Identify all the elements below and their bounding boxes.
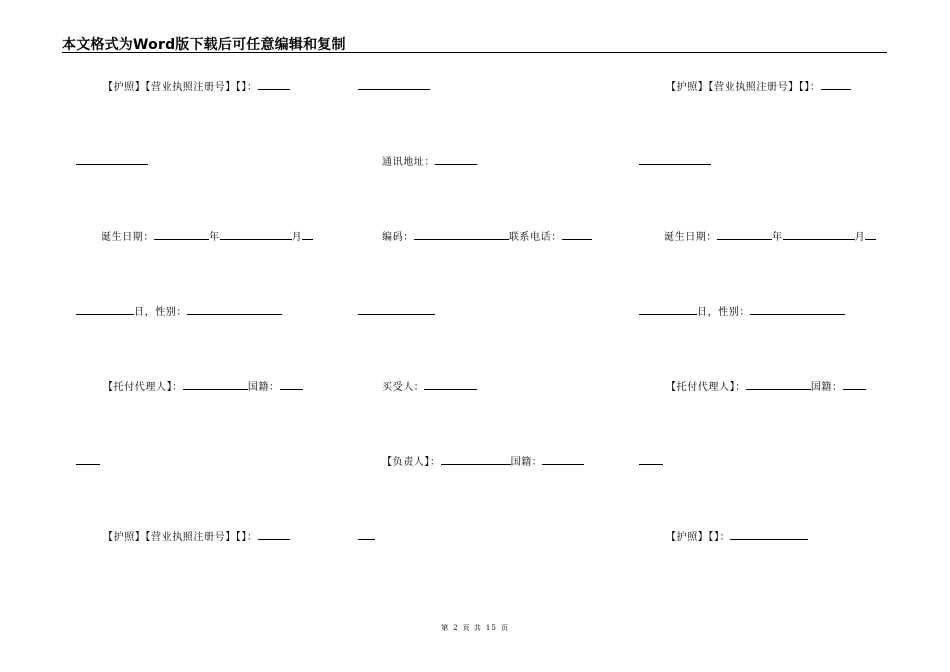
middle-id-blank-2[interactable] [358, 530, 375, 540]
right-day-gender-line [639, 305, 845, 319]
right-id-continuation-blank[interactable] [639, 155, 711, 165]
middle-buyer-label: 买受人： [382, 382, 425, 393]
page-suffix: 页 [500, 624, 509, 632]
right-birth-month-blank[interactable] [783, 230, 855, 240]
page-prefix: 第 [441, 624, 450, 632]
left-agent-nationality-label: 国籍： [247, 382, 280, 393]
middle-postcode-phone-line [382, 230, 592, 244]
middle-address-blank[interactable] [435, 155, 477, 165]
page-number-footer [0, 623, 950, 633]
left-id-continuation [76, 155, 148, 169]
left-id-continuation-blank[interactable] [76, 155, 148, 165]
left-nationality-continuation [76, 455, 100, 469]
left-birthdate-line [101, 230, 313, 244]
middle-address-label: 通讯地址： [382, 157, 435, 168]
middle-principal-line [382, 455, 584, 469]
right-birthdate-label: 诞生日期： [664, 232, 717, 243]
middle-id-continuation-2 [358, 530, 375, 544]
right-agent-label: 【托付代理人】： [666, 382, 746, 393]
middle-phone-continuation [358, 305, 435, 319]
right-nationality-continuation-blank[interactable] [639, 455, 663, 465]
right-birthdate-line [664, 230, 876, 244]
right-agent-nationality-label: 国籍： [810, 382, 843, 393]
middle-buyer-line [382, 380, 477, 394]
left-day-gender-line [76, 305, 282, 319]
right-id-blank[interactable] [821, 80, 851, 90]
right-id-label-2: 【护照】【】： [666, 532, 731, 543]
left-gender-blank[interactable] [187, 305, 282, 315]
middle-buyer-blank[interactable] [424, 380, 477, 390]
right-month-label: 月 [854, 232, 866, 243]
page-current: 2 [453, 624, 459, 632]
left-id-line [103, 80, 290, 94]
right-id-line [666, 80, 851, 94]
document-header-title: 本文格式为Word版下载后可任意编辑和复制 [62, 37, 346, 53]
right-id-blank-2[interactable] [730, 530, 808, 540]
left-day-blank[interactable] [76, 305, 134, 315]
page-mid: 页 共 [462, 624, 482, 632]
middle-address-line [382, 155, 477, 169]
middle-postcode-label: 编码： [382, 232, 414, 243]
right-id-continuation [639, 155, 711, 169]
page-total: 15 [485, 624, 497, 632]
left-birth-month-blank[interactable] [220, 230, 292, 240]
left-id-blank-2[interactable] [258, 530, 290, 540]
middle-phone-label: 联系电话： [508, 232, 562, 243]
left-day-gender-label: 日，性别： [134, 307, 187, 318]
left-id-label: 【护照】【营业执照注册号】【】： [103, 82, 258, 93]
right-agent-blank[interactable] [746, 380, 811, 390]
left-birthdate-label: 诞生日期： [101, 232, 154, 243]
middle-phone-continuation-blank[interactable] [358, 305, 435, 315]
middle-principal-label: 【负责人】： [382, 457, 441, 468]
right-birth-year-blank[interactable] [717, 230, 772, 240]
right-gender-blank[interactable] [750, 305, 845, 315]
left-id-blank[interactable] [258, 80, 290, 90]
right-day-gender-label: 日，性别： [697, 307, 750, 318]
left-agent-label: 【托付代理人】： [103, 382, 183, 393]
left-birth-day-blank[interactable] [302, 230, 313, 240]
right-birth-day-blank[interactable] [865, 230, 876, 240]
left-agent-line [103, 380, 303, 394]
right-agent-nationality-blank[interactable] [843, 380, 866, 390]
middle-phone-blank[interactable] [562, 230, 592, 240]
header-divider [62, 52, 887, 53]
left-birth-year-blank[interactable] [154, 230, 209, 240]
middle-principal-blank[interactable] [441, 455, 511, 465]
right-nationality-continuation [639, 455, 663, 469]
left-month-label: 月 [291, 232, 303, 243]
right-year-label: 年 [772, 232, 783, 243]
middle-id-continuation [358, 80, 430, 94]
middle-principal-nationality-blank[interactable] [542, 455, 584, 465]
left-agent-nationality-blank[interactable] [280, 380, 303, 390]
right-id-label: 【护照】【营业执照注册号】【】： [666, 82, 821, 93]
left-nationality-continuation-blank[interactable] [76, 455, 100, 465]
left-year-label: 年 [209, 232, 220, 243]
middle-principal-nationality-label: 国籍： [510, 457, 543, 468]
right-id-line-2 [666, 530, 808, 544]
middle-id-blank[interactable] [358, 80, 430, 90]
left-id-label-2: 【护照】【营业执照注册号】【】： [103, 532, 258, 543]
left-id-line-2 [103, 530, 290, 544]
right-agent-line [666, 380, 866, 394]
left-agent-blank[interactable] [183, 380, 248, 390]
middle-postcode-blank[interactable] [414, 230, 509, 240]
right-day-blank[interactable] [639, 305, 697, 315]
